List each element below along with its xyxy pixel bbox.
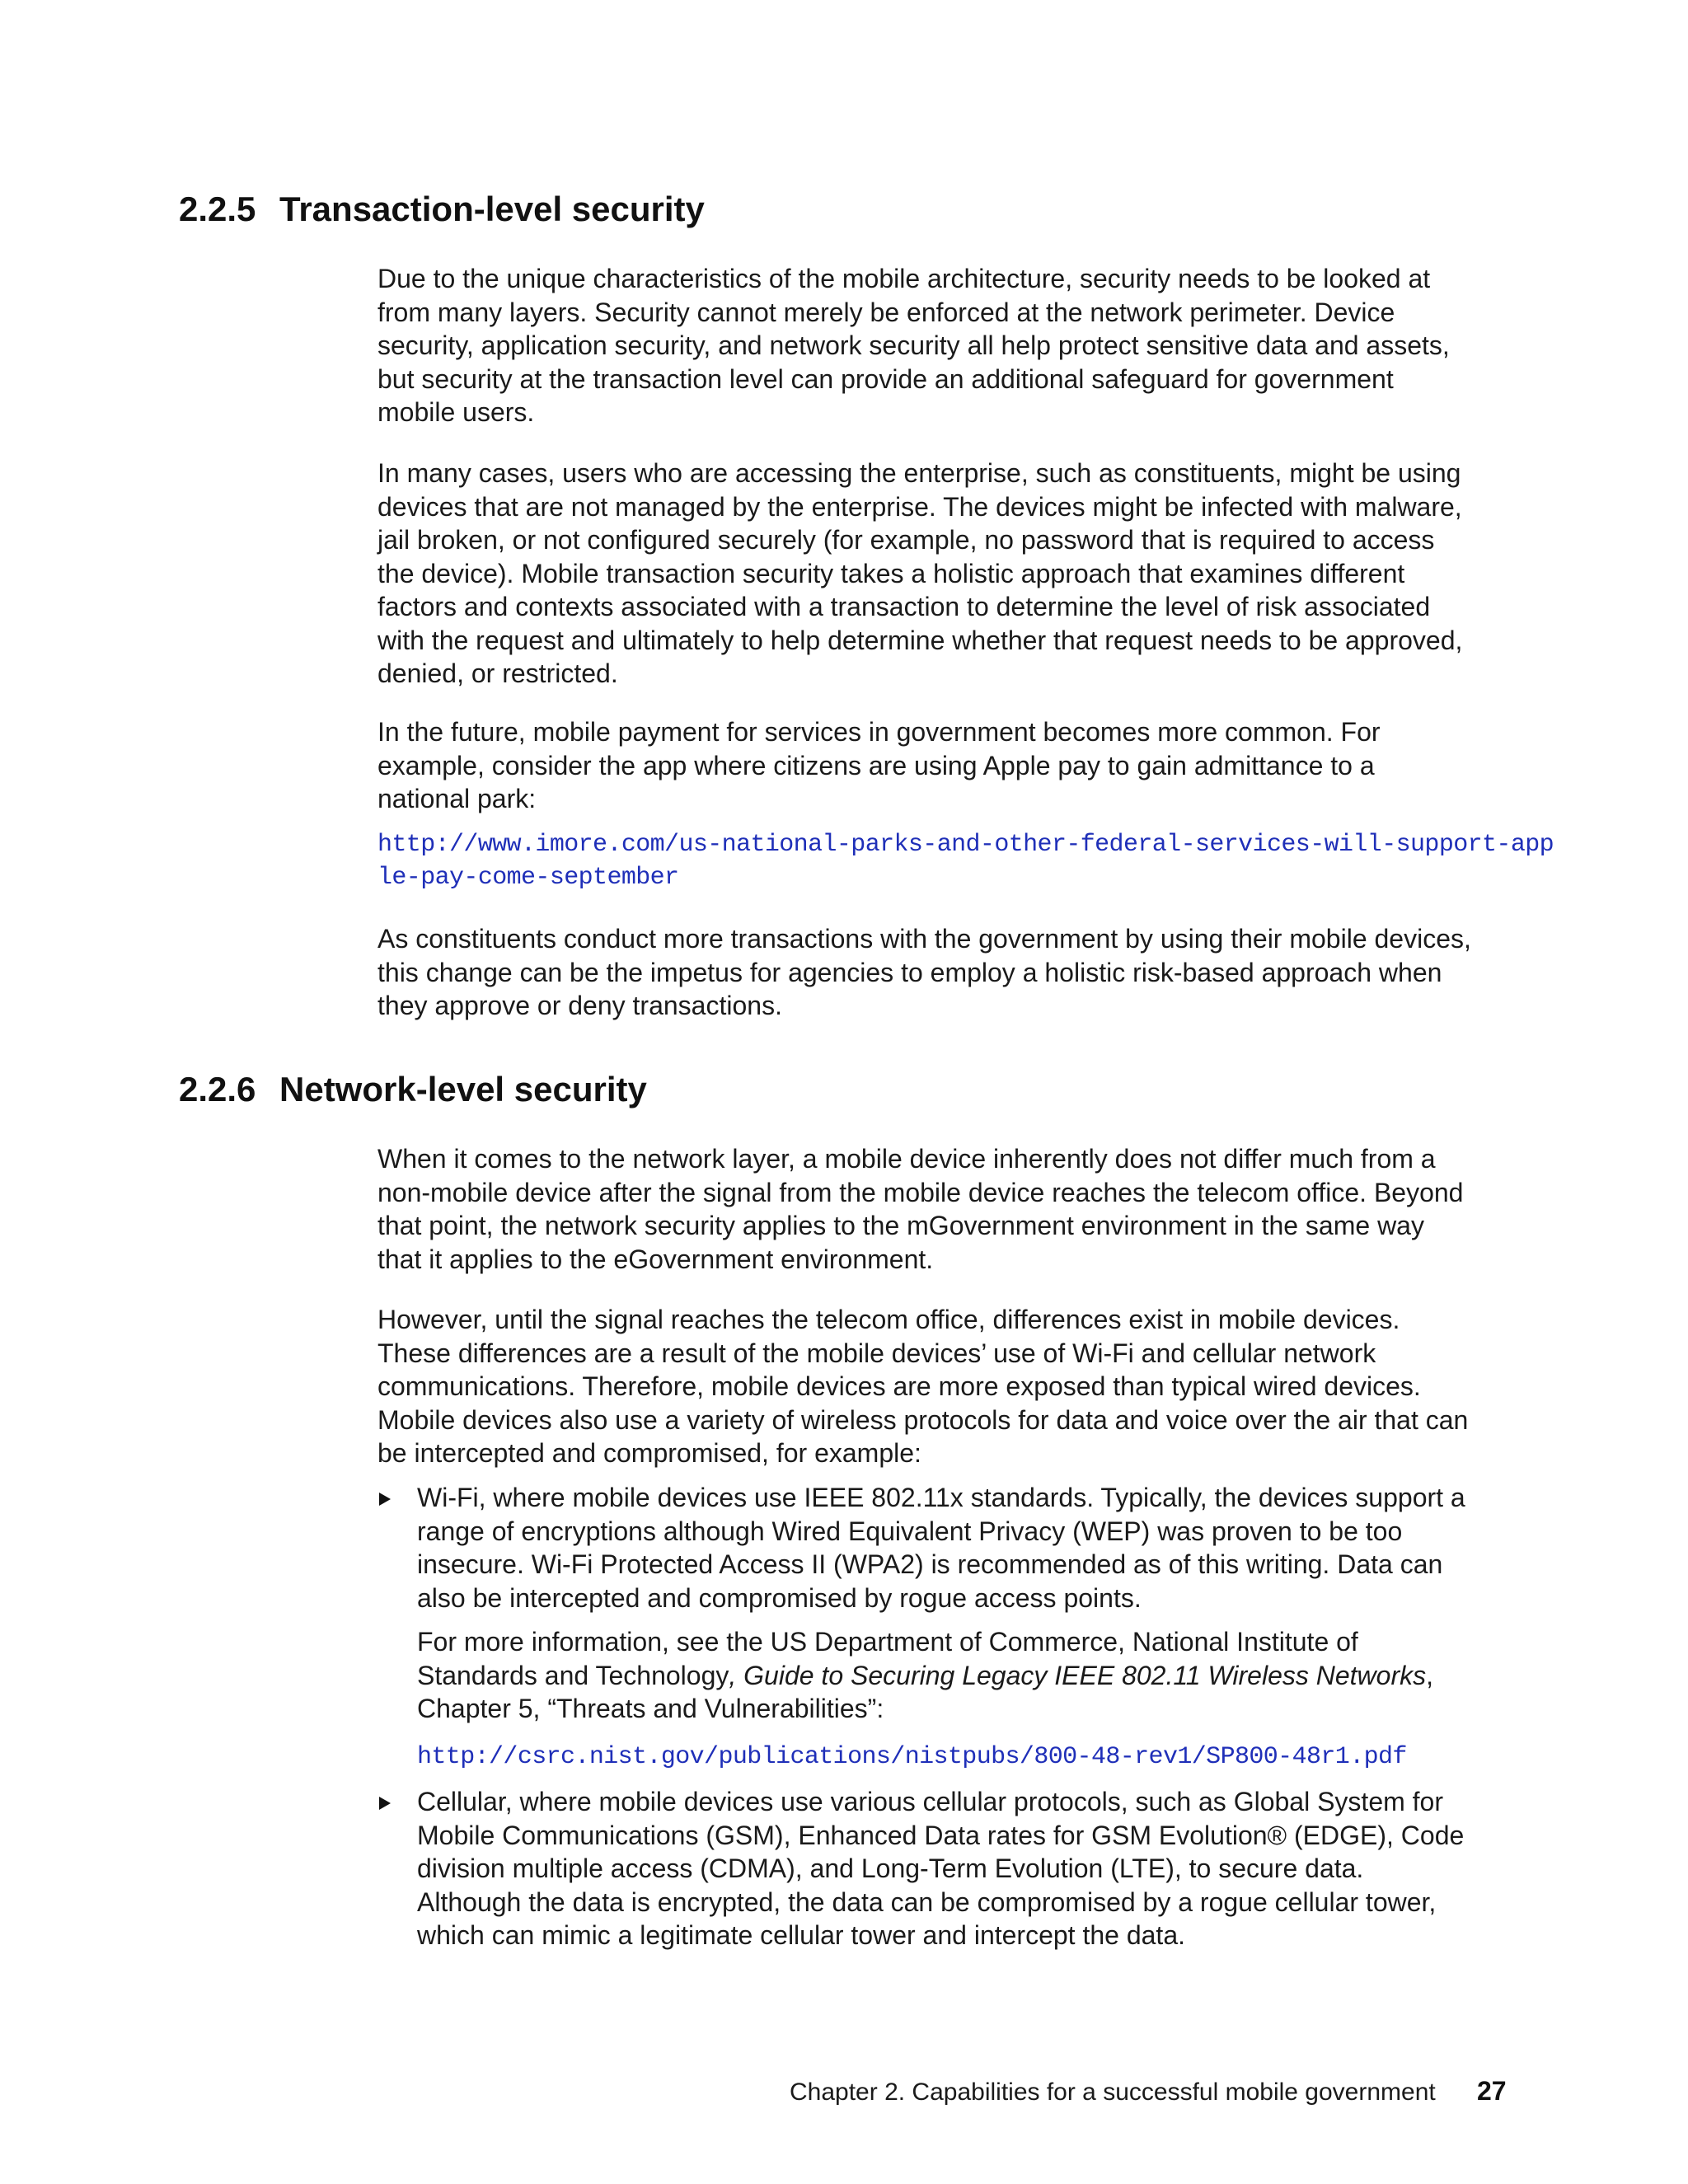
text-line: that point, the network security applies to the mGovernment environment in the same way <box>377 1211 1424 1240</box>
text-line: Wi-Fi, where mobile devices use IEEE 802.11x standards. Typically, the devices support a <box>417 1483 1465 1512</box>
text-line: As constituents conduct more transactions with the government by using their mobile devices, <box>377 924 1471 954</box>
text-line: For more information, see the US Department of Commerce, National Institute of <box>417 1627 1358 1657</box>
text-line: security, application security, and network security all help protect sensitive data and assets, <box>377 330 1450 360</box>
url-link[interactable] <box>417 1741 1407 1774</box>
citation-title: , Guide to Securing Legacy IEEE 802.11 Wireless Networks <box>729 1660 1427 1690</box>
paragraph <box>377 715 1381 816</box>
text-line: Mobile devices also use a variety of wireless protocols for data and voice over the air that can <box>377 1404 1469 1435</box>
text-line: from many layers. Security cannot merely be enforced at the network perimeter. Device <box>377 297 1395 327</box>
text-line <box>417 1659 1433 1693</box>
text-line: be intercepted and compromised, for example: <box>377 1438 921 1468</box>
text-line: In the future, mobile payment for services in government becomes more common. For <box>377 717 1381 747</box>
text-line: national park: <box>377 784 537 813</box>
text-line: range of encryptions although Wired Equivalent Privacy (WEP) was proven to be too <box>417 1516 1403 1546</box>
text-line: with the request and ultimately to help determine whether that request needs to be approved, <box>377 625 1463 655</box>
bullet-item <box>417 1481 1465 1615</box>
text-line: Cellular, where mobile devices use various cellular protocols, such as Global System for <box>417 1787 1443 1816</box>
text-line: jail broken, or not configured securely (for example, no password that is required to access <box>377 525 1435 555</box>
text-line: communications. Therefore, mobile devices are more exposed than typical wired devices. <box>377 1371 1421 1401</box>
bullet-item <box>417 1785 1464 1952</box>
text-line: When it comes to the network layer, a mobile device inherently does not differ much from a <box>377 1144 1436 1174</box>
url-link[interactable] <box>377 828 1554 894</box>
text-line: factors and contexts associated with a transaction to determine the level of risk associated <box>377 592 1431 621</box>
text-line: example, consider the app where citizens are using Apple pay to gain admittance to a <box>377 750 1375 780</box>
link-line[interactable]: http://www.imore.com/us-national-parks-and-other-federal-services-will-support-app <box>377 831 1554 859</box>
text-line: but security at the transaction level can provide an additional safeguard for government <box>377 363 1394 394</box>
paragraph <box>377 457 1462 691</box>
paragraph <box>377 1303 1468 1470</box>
link-line[interactable]: http://csrc.nist.gov/publications/nistpubs/800-48-rev1/SP800-48r1.pdf <box>417 1743 1407 1771</box>
text-line: which can mimic a legitimate cellular tower and intercept the data. <box>417 1920 1185 1950</box>
text-line: that it applies to the eGovernment environment. <box>377 1244 934 1274</box>
text-line: the device). Mobile transaction security takes a holistic approach that examines different <box>377 558 1405 588</box>
text-line: non-mobile device after the signal from the mobile device reaches the telecom office. Beyond <box>377 1177 1464 1207</box>
text-line: Mobile Communications (GSM), Enhanced Data rates for GSM Evolution® (EDGE), Code <box>417 1820 1465 1850</box>
text-line: However, until the signal reaches the telecom office, differences exist in mobile devices. <box>377 1305 1400 1334</box>
section-number: 2.2.5 <box>179 190 256 228</box>
text-line: denied, or restricted. <box>377 658 618 688</box>
paragraph <box>377 922 1471 1023</box>
section-heading-2-2-5 <box>179 188 705 231</box>
text-run: , <box>1426 1660 1433 1690</box>
paragraph <box>377 1142 1463 1276</box>
section-title: Network-level security <box>279 1070 647 1108</box>
text-line: insecure. Wi-Fi Protected Access II (WPA2) is recommended as of this writing. Data can <box>417 1549 1443 1579</box>
text-run: Standards and Technology <box>417 1660 729 1690</box>
text-line: they approve or deny transactions. <box>377 991 782 1020</box>
link-line[interactable]: le-pay-come-september <box>377 864 679 892</box>
footer-chapter-title: Chapter 2. Capabilities for a successful mobile government <box>790 2079 1436 2106</box>
bullet-arrow-icon <box>379 1493 391 1506</box>
text-line: Chapter 5, “Threats and Vulnerabilities”: <box>417 1694 884 1723</box>
text-line: These differences are a result of the mobile devices’ use of Wi-Fi and cellular network <box>377 1338 1376 1368</box>
text-line: In many cases, users who are accessing the enterprise, such as constituents, might be using <box>377 458 1461 488</box>
page-number: 27 <box>1477 2076 1507 2106</box>
text-line: Although the data is encrypted, the data can be compromised by a rogue cellular tower, <box>417 1886 1437 1917</box>
section-title: Transaction-level security <box>279 190 705 228</box>
paragraph <box>377 262 1450 429</box>
text-line: also be intercepted and compromised by rogue access points. <box>417 1582 1142 1613</box>
paragraph <box>417 1625 1433 1726</box>
text-line: this change can be the impetus for agencies to employ a holistic risk-based approach when <box>377 957 1442 987</box>
text-line: Due to the unique characteristics of the mobile architecture, security needs to be looked at <box>377 264 1431 293</box>
text-line: mobile users. <box>377 397 535 427</box>
bullet-arrow-icon <box>379 1797 391 1810</box>
text-line: devices that are not managed by the enterprise. The devices might be infected with malware, <box>377 491 1462 522</box>
section-heading-2-2-6 <box>179 1068 647 1111</box>
text-line: division multiple access (CDMA), and Long-Term Evolution (LTE), to secure data. <box>417 1854 1364 1883</box>
section-number: 2.2.6 <box>179 1070 256 1108</box>
